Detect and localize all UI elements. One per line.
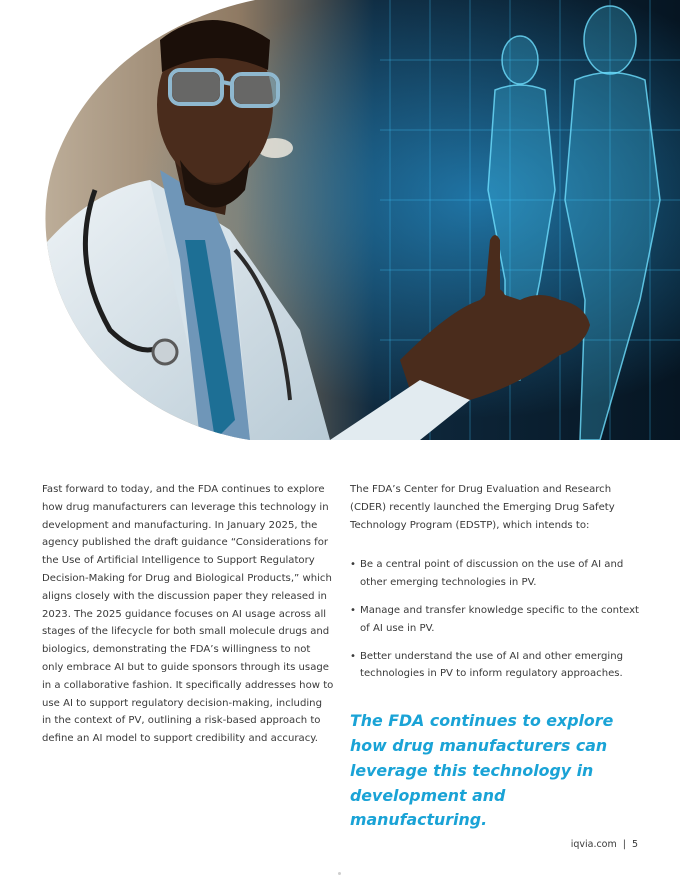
right-column [350,481,640,833]
pull-quote: The FDA continues to explore how drug manufacturers can leverage this technology in development and manufacturing. [350,711,614,830]
page-footer [571,839,638,850]
page-number: 5 [631,839,638,850]
page-dot [338,872,341,875]
bullet-item: • Manage and transfer knowledge specific to the context of AI use in PV. [350,602,640,638]
site-link[interactable]: iqvia.com [570,839,617,850]
left-column [42,481,334,748]
footer-separator: | [622,839,626,850]
bullet-item: • Be a central point of discussion on the use of AI and other emerging technologies in PV. [350,556,640,592]
body-paragraph: Fast forward to today, and the FDA continues to explore how drug manufacturers can leverage this technology in development and manufacturing. In January 2025, the agency published the draft guidance “Considerations for the Use of Artificial Intelligence to Support Regulatory Decision-Making for Drug and Biological Products,” which aligns closely with the discussion paper they released in 2023. The 2025 guidance focuses on AI usage across all stages of the lifecycle for both small molecule drugs and biologics, demonstrating the FDA’s willingness to not only embrace AI but to guide sponsors through its usage in a collaborative fashion. It specifically addresses how to use AI to support regulatory decision-making, including in the context of PV, outlining a risk-based approach to define an AI model to support credibility and accuracy. [42,484,334,745]
bullet-list [350,556,640,683]
bullet-item: • Better understand the use of AI and other emerging technologies in PV to inform regulatory approaches. [350,648,640,684]
intro-paragraph: The FDA’s Center for Drug Evaluation and Research (CDER) recently launched the Emerging Drug Safety Technology Program (EDSTP), which intends to: [350,484,615,531]
